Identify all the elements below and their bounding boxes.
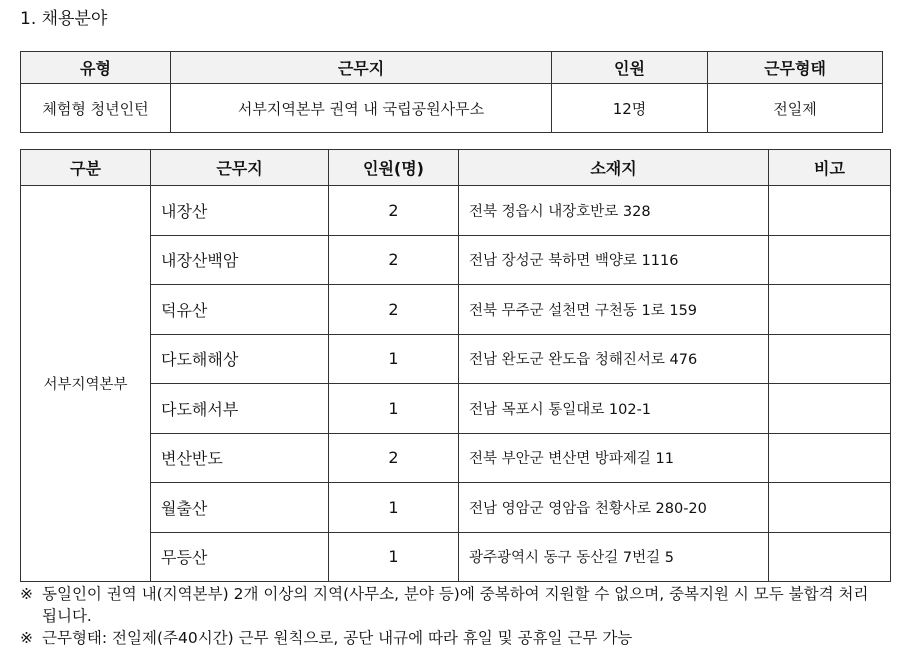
remarks-cell: [769, 384, 891, 434]
count-cell: 1: [329, 483, 459, 533]
header-work-type: 근무형태: [708, 52, 883, 84]
table-row: [21, 532, 891, 582]
count-cell: 2: [329, 235, 459, 285]
header-headcount: 인원: [552, 52, 708, 84]
remarks-cell: [769, 285, 891, 335]
header-address: 소재지: [459, 150, 769, 186]
count-cell: 1: [329, 532, 459, 582]
summary-headcount: 12명: [552, 84, 708, 133]
remarks-cell: [769, 483, 891, 533]
note-text: 근무형태: 전일제(주40시간) 근무 원칙으로, 공단 내규에 따라 휴일 및 공휴일 근무 가능: [42, 629, 633, 647]
table-row: [21, 483, 891, 533]
address-cell: 전북 무주군 설천면 구천동 1로 159: [459, 285, 769, 335]
section-heading: 1. 채용분야: [20, 9, 108, 29]
address-cell: 전남 목포시 통일대로 102-1: [459, 384, 769, 434]
remarks-cell: [769, 186, 891, 236]
header-remarks: 비고: [769, 150, 891, 186]
table-row: [21, 235, 891, 285]
summary-row: [21, 84, 883, 133]
region-cell: 서부지역본부: [21, 186, 151, 582]
address-cell: 전남 완도군 완도읍 청해진서로 476: [459, 334, 769, 384]
detail-table: [20, 149, 891, 582]
header-workplace: 근무지: [151, 150, 329, 186]
address-cell: 전북 부안군 변산면 방파제길 11: [459, 433, 769, 483]
count-cell: 2: [329, 285, 459, 335]
header-workplace: 근무지: [171, 52, 552, 84]
location-cell: 월출산: [151, 483, 329, 533]
note-duplicate-application: [20, 583, 888, 627]
remarks-cell: [769, 235, 891, 285]
table-row: [21, 186, 891, 236]
location-cell: 다도해서부: [151, 384, 329, 434]
location-cell: 변산반도: [151, 433, 329, 483]
address-cell: 전북 정읍시 내장호반로 328: [459, 186, 769, 236]
detail-header-row: [21, 150, 891, 186]
location-cell: 덕유산: [151, 285, 329, 335]
summary-workplace: 서부지역본부 권역 내 국립공원사무소: [171, 84, 552, 133]
count-cell: 2: [329, 186, 459, 236]
location-cell: 무등산: [151, 532, 329, 582]
address-cell: 전남 장성군 북하면 백양로 1116: [459, 235, 769, 285]
remarks-cell: [769, 433, 891, 483]
count-cell: 1: [329, 384, 459, 434]
remarks-cell: [769, 334, 891, 384]
header-headcount: 인원(명): [329, 150, 459, 186]
header-type: 유형: [21, 52, 171, 84]
remarks-cell: [769, 532, 891, 582]
table-row: [21, 334, 891, 384]
note-mark: ※: [20, 585, 33, 603]
summary-table: [20, 51, 883, 133]
note-mark: ※: [20, 629, 33, 647]
address-cell: 전남 영암군 영암읍 천황사로 280-20: [459, 483, 769, 533]
location-cell: 다도해해상: [151, 334, 329, 384]
note-text: 동일인이 권역 내(지역본부) 2개 이상의 지역(사무소, 분야 등)에 중복하여 지원할 수 없으며, 중복지원 시 모두 불합격 처리 됩니다.: [42, 585, 869, 625]
location-cell: 내장산백암: [151, 235, 329, 285]
summary-header-row: [21, 52, 883, 84]
count-cell: 1: [329, 334, 459, 384]
table-row: [21, 285, 891, 335]
summary-type: 체험형 청년인턴: [21, 84, 171, 133]
table-row: [21, 384, 891, 434]
location-cell: 내장산: [151, 186, 329, 236]
count-cell: 2: [329, 433, 459, 483]
note-work-type: [20, 627, 888, 649]
address-cell: 광주광역시 동구 동산길 7번길 5: [459, 532, 769, 582]
table-row: [21, 433, 891, 483]
header-category: 구분: [21, 150, 151, 186]
summary-work-type: 전일제: [708, 84, 883, 133]
notes: [20, 583, 888, 649]
